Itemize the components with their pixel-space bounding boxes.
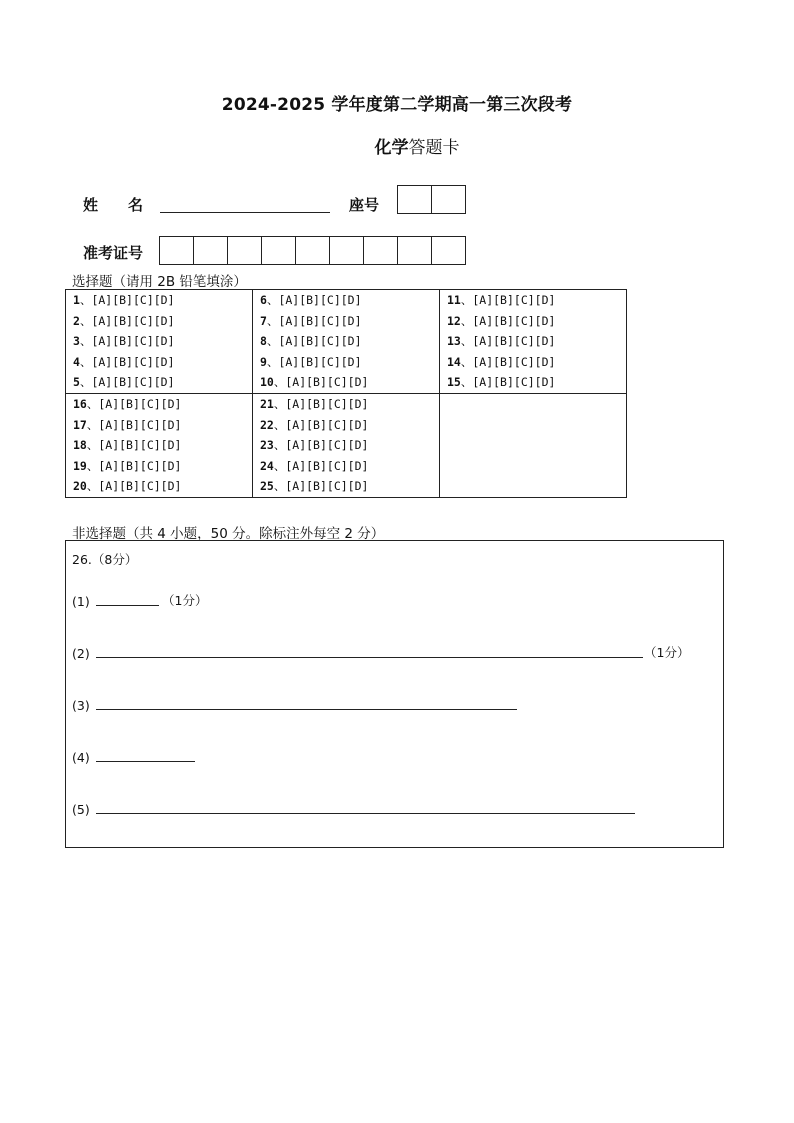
mc-options[interactable]: [A][B][C][D] <box>278 354 362 369</box>
mc-options[interactable]: [A][B][C][D] <box>285 417 369 432</box>
mc-question-row[interactable] <box>440 331 626 352</box>
mc-separator: 、 <box>79 293 92 307</box>
mc-question-number: 15 <box>447 375 461 390</box>
non-choice-answer-box <box>65 540 724 848</box>
part-label: (4) <box>72 750 90 765</box>
mc-separator: 、 <box>86 479 99 494</box>
mc-options[interactable]: [A][B][C][D] <box>98 458 182 473</box>
mc-separator: 、 <box>79 375 92 390</box>
exam-id-box[interactable] <box>160 237 194 264</box>
mc-separator: 、 <box>460 354 473 369</box>
mc-options[interactable]: [A][B][C][D] <box>91 334 175 349</box>
exam-id-box[interactable] <box>364 237 398 264</box>
exam-id-box[interactable] <box>432 237 465 264</box>
mc-question-number: 17 <box>73 417 87 432</box>
mc-block <box>66 290 253 394</box>
part-score-note: （1分） <box>162 593 208 608</box>
mc-question-number: 3 <box>73 334 80 349</box>
mc-question-row[interactable] <box>253 290 439 311</box>
mc-question-number: 1 <box>73 293 80 307</box>
mc-question-number: 23 <box>260 438 274 453</box>
mc-question-number: 10 <box>260 375 274 390</box>
mc-question-number: 9 <box>260 354 267 369</box>
subject-label: 化学 <box>374 138 409 158</box>
mc-question-number: 20 <box>73 479 87 494</box>
mc-question-row[interactable] <box>440 352 626 373</box>
mc-options[interactable]: [A][B][C][D] <box>98 396 182 411</box>
exam-id-box[interactable] <box>398 237 432 264</box>
mc-separator: 、 <box>86 458 99 473</box>
mc-question-number: 2 <box>73 313 80 328</box>
mc-question-number: 8 <box>260 334 267 349</box>
mc-question-row[interactable] <box>440 311 626 332</box>
mc-question-row[interactable] <box>253 372 439 393</box>
mc-question-number: 21 <box>260 396 274 411</box>
exam-id-label: 准考证号 <box>83 244 144 262</box>
mc-options[interactable]: [A][B][C][D] <box>472 293 556 307</box>
mc-separator: 、 <box>266 313 279 328</box>
part-label: (3) <box>72 698 90 713</box>
mc-options[interactable]: [A][B][C][D] <box>285 479 369 494</box>
mc-separator: 、 <box>273 375 286 390</box>
mc-separator: 、 <box>273 417 286 432</box>
mc-separator: 、 <box>273 458 286 473</box>
mc-question-row[interactable] <box>253 331 439 352</box>
card-label: 答题卡 <box>408 138 460 158</box>
mc-block <box>253 393 440 497</box>
exam-id-box[interactable] <box>228 237 262 264</box>
mc-separator: 、 <box>460 293 473 307</box>
mc-block <box>440 290 627 394</box>
mc-options[interactable]: [A][B][C][D] <box>278 334 362 349</box>
mc-section-label: 选择题（请用 2B 铅笔填涂） <box>72 274 247 290</box>
mc-question-number: 24 <box>260 458 274 473</box>
mc-question-number: 19 <box>73 458 87 473</box>
answer-line[interactable] <box>96 761 195 762</box>
mc-question-row[interactable] <box>253 456 439 477</box>
mc-options[interactable]: [A][B][C][D] <box>472 354 556 369</box>
mc-question-number: 14 <box>447 354 461 369</box>
mc-separator: 、 <box>86 438 99 453</box>
mc-separator: 、 <box>86 396 99 411</box>
exam-id-box[interactable] <box>330 237 364 264</box>
mc-question-number: 13 <box>447 334 461 349</box>
mc-question-row[interactable] <box>66 476 252 497</box>
mc-question-number: 18 <box>73 438 87 453</box>
mc-options[interactable]: [A][B][C][D] <box>278 293 362 307</box>
mc-question-number: 16 <box>73 396 87 411</box>
mc-options[interactable]: [A][B][C][D] <box>98 438 182 453</box>
mc-separator: 、 <box>266 354 279 369</box>
mc-options[interactable]: [A][B][C][D] <box>91 375 175 390</box>
answer-line[interactable] <box>96 605 159 606</box>
mc-separator: 、 <box>266 293 279 307</box>
mc-question-row[interactable] <box>253 415 439 436</box>
mc-question-number: 6 <box>260 293 267 307</box>
mc-question-row[interactable] <box>66 394 252 415</box>
mc-options[interactable]: [A][B][C][D] <box>472 375 556 390</box>
seat-box[interactable] <box>432 186 465 213</box>
part-label: (1) <box>72 594 90 609</box>
mc-separator: 、 <box>273 396 286 411</box>
mc-question-row[interactable] <box>66 290 252 311</box>
mc-options[interactable]: [A][B][C][D] <box>98 417 182 432</box>
mc-separator: 、 <box>273 479 286 494</box>
mc-question-row[interactable] <box>253 476 439 497</box>
mc-question-row[interactable] <box>253 311 439 332</box>
answer-line[interactable] <box>96 657 643 658</box>
mc-question-row[interactable] <box>66 456 252 477</box>
mc-question-row[interactable] <box>66 415 252 436</box>
mc-question-number: 25 <box>260 479 274 494</box>
mc-question-row[interactable] <box>440 372 626 393</box>
mc-question-number: 7 <box>260 313 267 328</box>
mc-options[interactable]: [A][B][C][D] <box>91 354 175 369</box>
mc-separator: 、 <box>460 313 473 328</box>
mc-separator: 、 <box>460 375 473 390</box>
multiple-choice-grid <box>65 289 627 498</box>
mc-block <box>66 393 253 497</box>
mc-options[interactable]: [A][B][C][D] <box>278 313 362 328</box>
seat-label: 座号 <box>349 196 380 214</box>
mc-question-row[interactable] <box>253 394 439 415</box>
mc-question-row[interactable] <box>253 435 439 456</box>
mc-block <box>253 290 440 394</box>
mc-options[interactable]: [A][B][C][D] <box>285 396 369 411</box>
exam-title: 2024-2025 学年度第二学期高一第三次段考 <box>221 95 573 115</box>
mc-question-number: 12 <box>447 313 461 328</box>
seat-box[interactable] <box>398 186 432 213</box>
name-label: 姓 名 <box>83 196 144 214</box>
mc-question-number: 22 <box>260 417 274 432</box>
mc-question-row[interactable] <box>66 352 252 373</box>
question-header: 26.（8分） <box>72 552 138 567</box>
mc-block-empty <box>440 393 627 497</box>
mc-question-row[interactable] <box>440 290 626 311</box>
mc-question-row[interactable] <box>253 352 439 373</box>
mc-question-row[interactable] <box>66 311 252 332</box>
card-subtitle <box>0 133 794 158</box>
part-label: (5) <box>72 802 90 817</box>
non-choice-section-label: 非选择题（共 4 小题，50 分。除标注外每空 2 分） <box>72 526 385 542</box>
mc-options[interactable]: [A][B][C][D] <box>285 375 369 390</box>
mc-separator: 、 <box>86 417 99 432</box>
mc-separator: 、 <box>460 334 473 349</box>
part-score-note: （1分） <box>644 645 690 660</box>
mc-question-number: 5 <box>73 375 80 390</box>
mc-separator: 、 <box>266 334 279 349</box>
mc-separator: 、 <box>273 438 286 453</box>
exam-id-boxes[interactable] <box>159 236 466 265</box>
mc-separator: 、 <box>79 313 92 328</box>
mc-options[interactable]: [A][B][C][D] <box>91 293 175 307</box>
mc-question-number: 4 <box>73 354 80 369</box>
exam-id-box[interactable] <box>296 237 330 264</box>
mc-question-number: 11 <box>447 293 461 307</box>
mc-options[interactable]: [A][B][C][D] <box>91 313 175 328</box>
exam-id-box[interactable] <box>262 237 296 264</box>
mc-question-row[interactable] <box>66 435 252 456</box>
seat-boxes[interactable] <box>397 185 466 214</box>
mc-options[interactable]: [A][B][C][D] <box>285 458 369 473</box>
mc-options[interactable]: [A][B][C][D] <box>472 334 556 349</box>
mc-options[interactable]: [A][B][C][D] <box>472 313 556 328</box>
mc-options[interactable]: [A][B][C][D] <box>285 438 369 453</box>
exam-id-box[interactable] <box>194 237 228 264</box>
mc-question-row[interactable] <box>66 372 252 393</box>
name-field[interactable] <box>160 212 330 213</box>
mc-separator: 、 <box>79 354 92 369</box>
answer-line[interactable] <box>96 813 635 814</box>
mc-options[interactable]: [A][B][C][D] <box>98 479 182 494</box>
mc-separator: 、 <box>79 334 92 349</box>
answer-line[interactable] <box>96 709 517 710</box>
mc-question-row[interactable] <box>66 331 252 352</box>
part-label: (2) <box>72 646 90 661</box>
